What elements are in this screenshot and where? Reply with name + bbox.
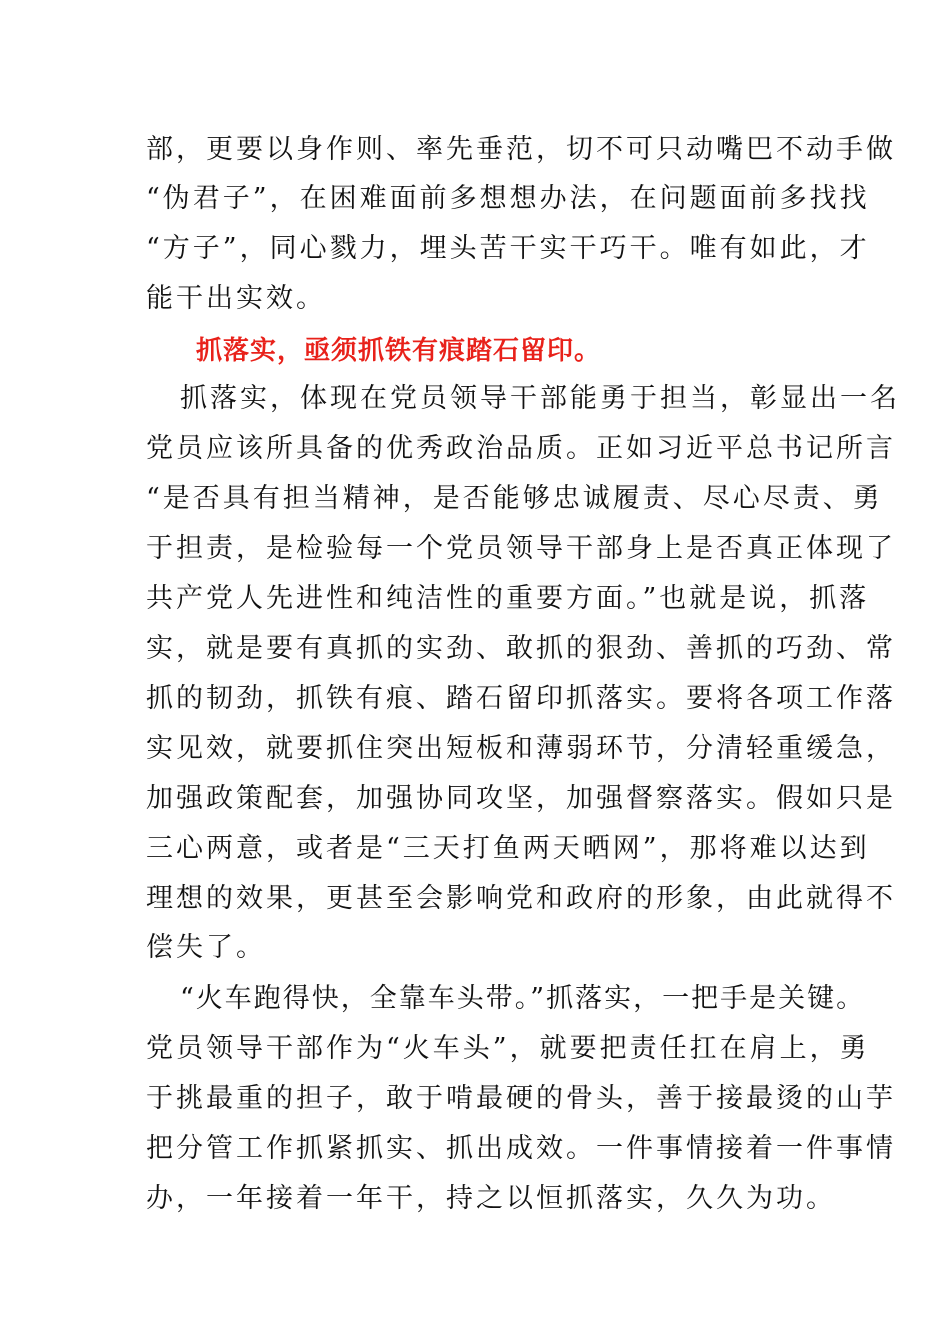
paragraph2-line-3: “是否具有担当精神，是否能够忠诚履责、尽心尽责、勇 [146, 483, 883, 514]
paragraph2-line-6: 实，就是要有真抓的实劲、敢抓的狠劲、善抓的巧劲、常 [146, 633, 896, 664]
paragraph2-line-8: 实见效，就要抓住突出短板和薄弱环节，分清轻重缓急， [146, 733, 896, 764]
paragraph2-line-12: 偿失了。 [146, 932, 266, 963]
paragraph1-line-2: “伪君子”，在困难面前多想想办法，在问题面前多找找 [146, 183, 870, 214]
paragraph3-line-2: 党员领导干部作为“火车头”，就要把责任扛在肩上，勇 [146, 1033, 870, 1064]
paragraph1-line-4: 能干出实效。 [146, 283, 326, 314]
paragraph2-line-7: 抓的韧劲，抓铁有痕、踏石留印抓落实。要将各项工作落 [146, 683, 896, 714]
paragraph3-line-5: 办，一年接着一年干，持之以恒抓落实，久久为功。 [146, 1183, 836, 1214]
paragraph3-line-4: 把分管工作抓紧抓实、抓出成效。一件事情接着一件事情 [146, 1133, 896, 1164]
paragraph2-line-5: 共产党人先进性和纯洁性的重要方面。”也就是说，抓落 [146, 583, 870, 614]
paragraph2-line-4: 于担责，是检验每一个党员领导干部身上是否真正体现了 [146, 533, 896, 564]
paragraph1-line-3: “方子”，同心戮力，埋头苦干实干巧干。唯有如此，才 [146, 233, 870, 264]
paragraph1-line-1: 部，更要以身作则、率先垂范，切不可只动嘴巴不动手做 [146, 134, 896, 165]
paragraph2-line-11: 理想的效果，更甚至会影响党和政府的形象，由此就得不 [146, 883, 896, 914]
paragraph2-line-10: 三心两意，或者是“三天打鱼两天晒网”，那将难以达到 [146, 833, 870, 864]
paragraph2-line-2: 党员应该所具备的优秀政治品质。正如习近平总书记所言 [146, 433, 896, 464]
paragraph3-line-1: “火车跑得快，全靠车头带。”抓落实，一把手是关键。 [180, 983, 866, 1014]
paragraph3-line-3: 于挑最重的担子，敢于啃最硬的骨头，善于接最烫的山芋 [146, 1083, 896, 1114]
paragraph2-line-9: 加强政策配套，加强协同攻坚，加强督察落实。假如只是 [146, 783, 896, 814]
section-heading: 抓落实，亟须抓铁有痕踏石留印。 [196, 336, 602, 366]
paragraph2-line-1: 抓落实，体现在党员领导干部能勇于担当，彰显出一名 [180, 383, 900, 414]
